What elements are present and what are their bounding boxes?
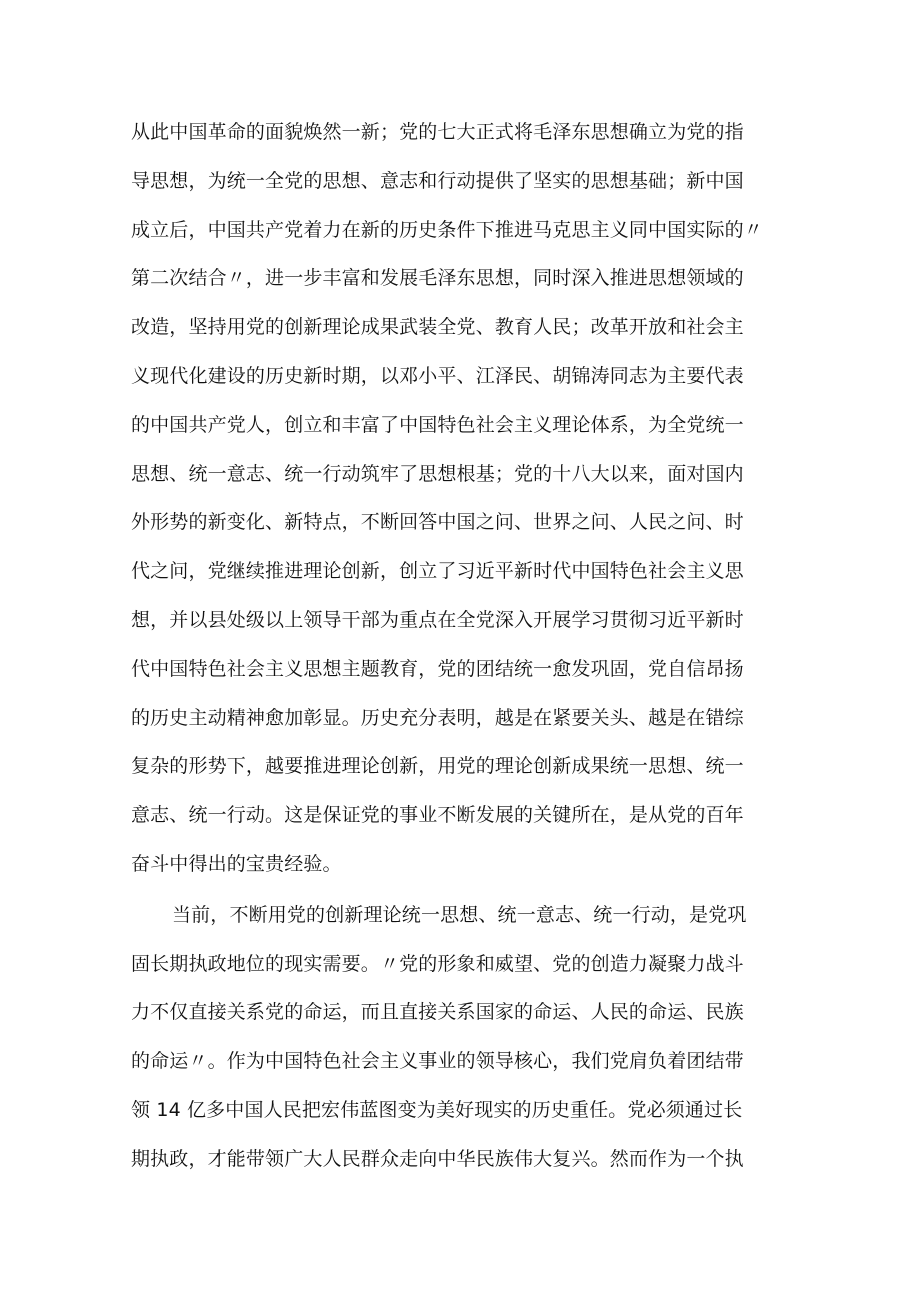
text-line: 力不仅直接关系党的命运，而且直接关系国家的命运、人民的命运、民族: [131, 1001, 744, 1024]
text-line: 义现代化建设的历史新时期，以邓小平、江泽民、胡锦涛同志为主要代表: [131, 364, 744, 387]
text-line: 固长期执政地位的现实需要。〃党的形象和威望、党的创造力凝聚力战斗: [131, 952, 744, 975]
text-line: 奋斗中得出的宝贵经验。: [131, 852, 342, 875]
text-line: 思想、统一意志、统一行动筑牢了思想根基；党的十八大以来，面对国内: [131, 462, 744, 485]
text-line: 期执政，才能带领广大人民群众走向中华民族伟大复兴。然而作为一个执: [131, 1147, 744, 1170]
text-line: 代中国特色社会主义思想主题教育，党的团结统一愈发巩固，党自信昂扬: [131, 657, 744, 680]
text-line: 从此中国革命的面貌焕然一新；党的七大正式将毛泽东思想确立为党的指: [131, 121, 744, 143]
text-line: 复杂的形势下，越要推进理论创新，用党的理论创新成果统一思想、统一: [131, 755, 744, 778]
text-line: 改造，坚持用党的创新理论成果武装全党、教育人民；改革开放和社会主: [131, 316, 744, 339]
text-line: 想，并以县处级以上领导干部为重点在全党深入开展学习贯彻习近平新时: [131, 608, 744, 631]
paragraph-first-line: 当前，不断用党的创新理论统一思想、统一意志、统一行动，是党巩: [172, 903, 747, 926]
text-line: 的命运〃。作为中国特色社会主义事业的领导核心，我们党肩负着团结带: [131, 1050, 744, 1073]
text-line: 外形势的新变化、新特点，不断回答中国之问、世界之问、人民之问、时: [131, 511, 744, 534]
text-line: 意志、统一行动。这是保证党的事业不断发展的关键所在，是从党的百年: [131, 804, 744, 827]
text-line: 导思想，为统一全党的思想、意志和行动提供了坚实的思想基础；新中国: [131, 169, 744, 192]
text-line: 领 14 亿多中国人民把宏伟蓝图变为美好现实的历史重任。党必须通过长: [131, 1098, 743, 1121]
text-line: 的历史主动精神愈加彰显。历史充分表明，越是在紧要关头、越是在错综: [131, 706, 744, 729]
text-line: 的中国共产党人，创立和丰富了中国特色社会主义理论体系，为全党统一: [131, 413, 744, 436]
text-line: 代之问，党继续推进理论创新，创立了习近平新时代中国特色社会主义思: [131, 560, 744, 583]
body-text: [131, 108, 791, 1184]
text-line: 成立后，中国共产党着力在新的历史条件下推进马克思主义同中国实际的〃: [131, 218, 763, 241]
text-line: 第二次结合〃，进一步丰富和发展毛泽东思想，同时深入推进思想领域的: [131, 267, 744, 290]
